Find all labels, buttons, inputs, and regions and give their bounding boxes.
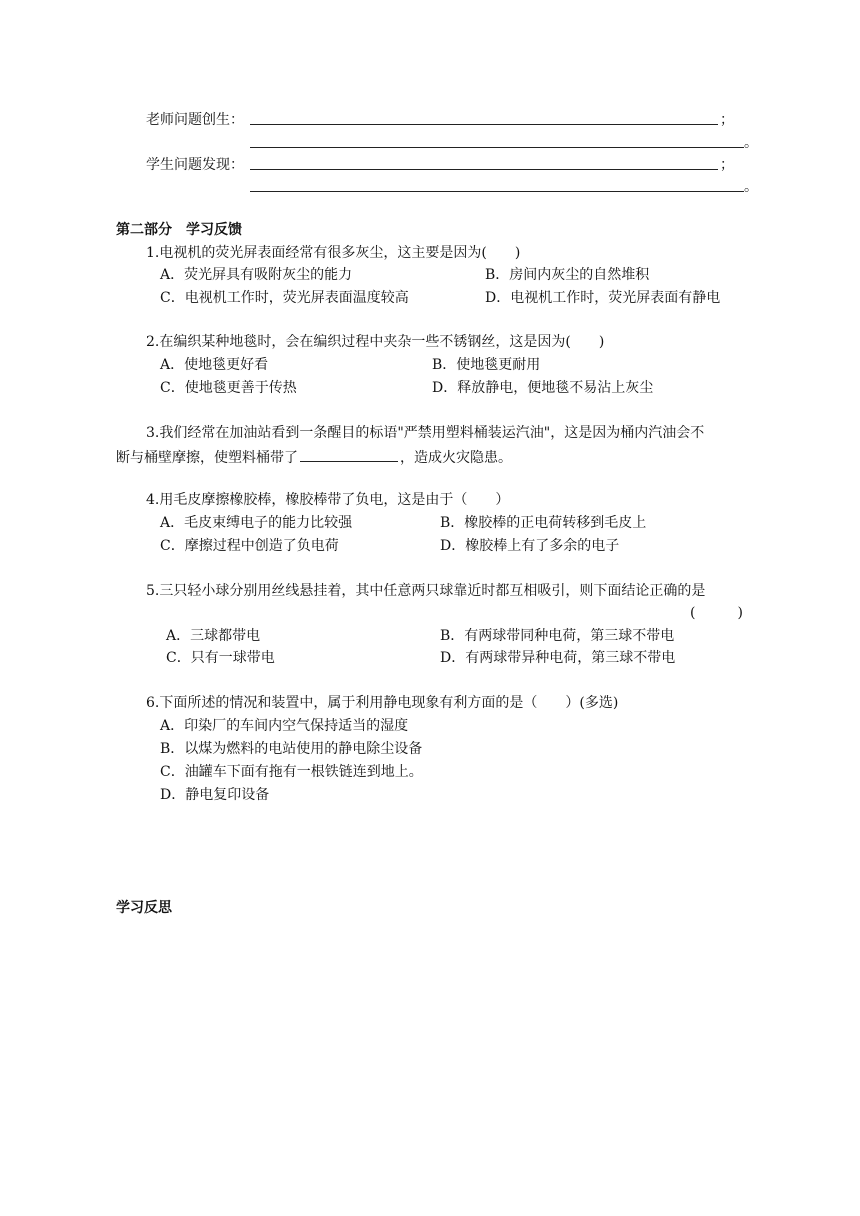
- question-5-option-a[interactable]: A．三球都带电: [166, 628, 261, 644]
- question-4-option-d[interactable]: D．橡胶棒上有了多余的电子: [440, 538, 620, 554]
- question-1-option-a[interactable]: A．荧光屏具有吸附灰尘的能力: [160, 267, 353, 283]
- teacher-answer-line-1[interactable]: [250, 124, 718, 125]
- question-3-line-2: [116, 447, 512, 467]
- question-1-option-b[interactable]: B．房间内灰尘的自然堆积: [485, 267, 650, 283]
- question-2-option-d[interactable]: D．释放静电，便地毯不易沾上灰尘: [432, 380, 654, 396]
- question-4-option-c[interactable]: C．摩擦过程中创造了负电荷: [160, 538, 339, 554]
- question-4-stem: 4.用毛皮摩擦橡胶棒，橡胶棒带了负电，这是由于（ ）: [146, 492, 510, 508]
- period: 。: [744, 135, 758, 151]
- question-5-option-b[interactable]: B．有两球带同种电荷，第三球不带电: [440, 628, 675, 644]
- question-2-option-b[interactable]: B．使地毯更耐用: [432, 357, 541, 373]
- question-5-option-d[interactable]: D．有两球带异种电荷，第三球不带电: [440, 650, 676, 666]
- section-title: 第二部分 学习反馈: [116, 222, 242, 238]
- semicolon: ；: [720, 112, 734, 128]
- question-2-option-a[interactable]: A．使地毯更好看: [160, 357, 269, 373]
- semicolon: ；: [720, 157, 734, 173]
- teacher-question-label: 老师问题创生：: [146, 112, 244, 128]
- question-4-option-a[interactable]: A．毛皮束缚电子的能力比较强: [160, 515, 353, 531]
- question-5-stem: 5.三只轻小球分别用丝线悬挂着，其中任意两只球靠近时都互相吸引，则下面结论正确的是: [146, 583, 706, 599]
- teacher-answer-line-2[interactable]: [250, 147, 744, 148]
- student-answer-line-1[interactable]: [250, 169, 718, 170]
- question-6-option-a[interactable]: A．印染厂的车间内空气保持适当的湿度: [160, 718, 409, 734]
- reflection-title: 学习反思: [116, 900, 172, 916]
- period: 。: [744, 179, 758, 195]
- question-4-option-b[interactable]: B．橡胶棒的正电荷转移到毛皮上: [440, 515, 647, 531]
- question-1-option-d[interactable]: D．电视机工作时，荧光屏表面有静电: [485, 290, 721, 306]
- question-1-option-c[interactable]: C．电视机工作时，荧光屏表面温度较高: [160, 290, 409, 306]
- question-6-option-c[interactable]: C．油罐车下面有拖有一根铁链连到地上。: [160, 764, 423, 780]
- question-6-option-d[interactable]: D．静电复印设备: [160, 787, 270, 803]
- student-answer-line-2[interactable]: [250, 191, 744, 192]
- question-3-line-1: 3.我们经常在加油站看到一条醒目的标语"严禁用塑料桶装运汽油"，这是因为桶内汽油会不: [146, 425, 705, 441]
- question-6-stem: 6.下面所述的情况和装置中，属于利用静电现象有利方面的是（ ）(多选): [146, 695, 619, 711]
- question-3-text-after-blank: ，造成火灾隐患。: [400, 450, 512, 466]
- question-5-option-c[interactable]: C．只有一球带电: [166, 650, 275, 666]
- question-3-answer-blank[interactable]: [300, 447, 398, 462]
- question-1-stem: 1.电视机的荧光屏表面经常有很多灰尘，这主要是因为( ): [146, 245, 521, 261]
- student-question-label: 学生问题发现：: [146, 157, 244, 173]
- question-5-answer-parentheses[interactable]: ( ): [690, 605, 743, 621]
- question-2-stem: 2.在编织某种地毯时，会在编织过程中夹杂一些不锈钢丝，这是因为( ): [146, 334, 605, 350]
- question-6-option-b[interactable]: B．以煤为燃料的电站使用的静电除尘设备: [160, 741, 423, 757]
- question-2-option-c[interactable]: C．使地毯更善于传热: [160, 380, 297, 396]
- question-3-text-before-blank: 断与桶壁摩擦，使塑料桶带了: [116, 450, 298, 466]
